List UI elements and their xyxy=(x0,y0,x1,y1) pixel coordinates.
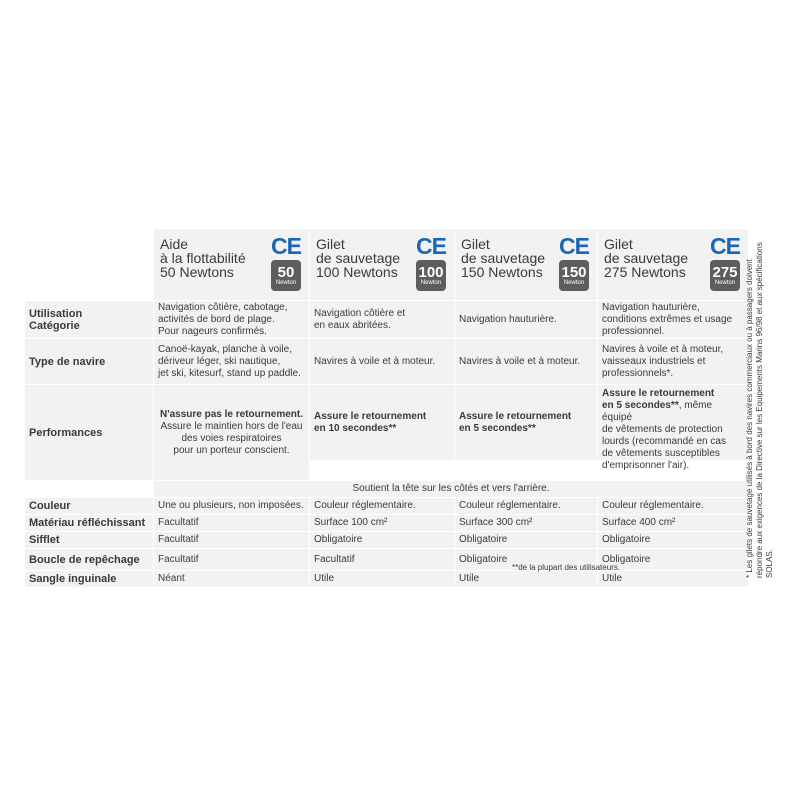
row-label-utilisation: Utilisation Catégorie xyxy=(25,301,153,338)
table-cell: Obligatoire xyxy=(455,532,597,548)
table-cell: Navires à voile et à moteur. xyxy=(310,339,454,384)
table-cell: Surface 300 cm² xyxy=(455,515,597,531)
table-cell: Couleur réglementaire. xyxy=(310,498,454,514)
table-cell: Facultatif xyxy=(154,532,309,548)
row-label-materiau: Matériau réfléchissant xyxy=(25,515,153,531)
table-cell xyxy=(154,385,309,480)
table-cell: Navires à voile et à moteur, vaisseaux industriels et professionnels*. xyxy=(598,339,748,384)
row-label-navire: Type de navire xyxy=(25,339,153,384)
table-cell: Couleur réglementaire. xyxy=(598,498,748,514)
ce-mark-icon: CE xyxy=(271,233,301,259)
row-label-performances: Performances xyxy=(25,385,153,480)
table-cell: Surface 400 cm² xyxy=(598,515,748,531)
table-cell xyxy=(310,385,454,460)
table-cell: Facultatif xyxy=(154,515,309,531)
performance-span-cell: Soutient la tête sur les côtés et vers l'arrière. xyxy=(154,481,748,497)
ce-badge xyxy=(556,235,592,291)
performance-text: Assure le maintien hors de l'eau des voies respiratoires pour un porteur conscient. xyxy=(160,420,303,456)
header-100n xyxy=(310,229,454,300)
table-cell: Utile xyxy=(598,571,748,587)
table-cell: Navigation côtière et en eaux abritées. xyxy=(310,301,454,338)
row-label-boucle: Boucle de repêchage xyxy=(25,549,153,570)
footnote: **de la plupart des utilisateurs. xyxy=(512,563,621,572)
ce-mark-icon: CE xyxy=(710,233,740,259)
ce-badge xyxy=(413,235,449,291)
performance-text: , même équipé de vêtements de protection lourds (recommandé en cas de vêtements susceptibles d'emprisonner l'air). xyxy=(602,400,726,471)
newton-badge-icon: 275 Newton xyxy=(710,260,740,291)
table-cell: Obligatoire xyxy=(598,549,748,570)
table-cell: Couleur réglementaire. xyxy=(455,498,597,514)
table-cell: Une ou plusieurs, non imposées. xyxy=(154,498,309,514)
row-label-couleur: Couleur xyxy=(25,498,153,514)
header-275n xyxy=(598,229,748,300)
ce-badge xyxy=(707,235,743,291)
header-title: Aide à la flottabilité 50 Newtons xyxy=(160,236,246,280)
newton-badge-icon: 150 Newton xyxy=(559,260,589,291)
ce-badge xyxy=(268,235,304,291)
table-cell: Navigation hauturière. xyxy=(455,301,597,338)
table-cell: Navigation hauturière, conditions extrêmes et usage professionnel. xyxy=(598,301,748,338)
newton-badge-icon: 50 Newton xyxy=(271,260,301,291)
table-cell: Facultatif xyxy=(154,549,309,570)
table-cell: Néant xyxy=(154,571,309,587)
header-50n xyxy=(154,229,309,300)
table-cell: Obligatoire xyxy=(455,549,597,570)
header-title: Gilet de sauvetage 275 Newtons xyxy=(604,236,689,280)
performance-bold: Assure le retournement en 10 secondes** xyxy=(314,410,427,434)
ce-mark-icon: CE xyxy=(416,233,446,259)
side-note: * Les gilets de sauvetage utilisés à bord des navires commerciaux ou à passagers doivent répondre aux exigences de la Directive sur les Equipements Marins 96/98 et aux spécifications SOLAS. xyxy=(745,242,774,578)
table-cell xyxy=(598,385,748,471)
table-cell: Navigation côtière, cabotage, activités de bord de plage. Pour nageurs confirmés. xyxy=(154,301,309,338)
table-cell xyxy=(455,385,597,460)
table-cell: Surface 100 cm² xyxy=(310,515,454,531)
header-title: Gilet de sauvetage 100 Newtons xyxy=(316,236,401,280)
table-cell: Utile xyxy=(310,571,454,587)
row-label-sangle: Sangle inguinale xyxy=(25,571,153,587)
table-cell: Obligatoire xyxy=(598,532,748,548)
ce-mark-icon: CE xyxy=(559,233,589,259)
header-150n xyxy=(455,229,597,300)
performance-bold: Assure le retournement en 5 secondes** xyxy=(459,410,572,434)
header-title: Gilet de sauvetage 150 Newtons xyxy=(461,236,546,280)
newton-badge-icon: 100 Newton xyxy=(416,260,446,291)
table-cell: Facultatif xyxy=(310,549,454,570)
header-empty-cell xyxy=(25,229,153,300)
performance-bold: Assure le retournement en 5 secondes** xyxy=(602,388,715,411)
table-cell: Navires à voile et à moteur. xyxy=(455,339,597,384)
table-cell: Utile xyxy=(455,571,597,587)
row-label-sifflet: Sifflet xyxy=(25,532,153,548)
performance-bold: N'assure pas le retournement. xyxy=(160,408,303,420)
table-cell: Canoë-kayak, planche à voile, dériveur léger, ski nautique, jet ski, kitesurf, stand up paddle. xyxy=(154,339,309,384)
table-cell: Obligatoire xyxy=(310,532,454,548)
